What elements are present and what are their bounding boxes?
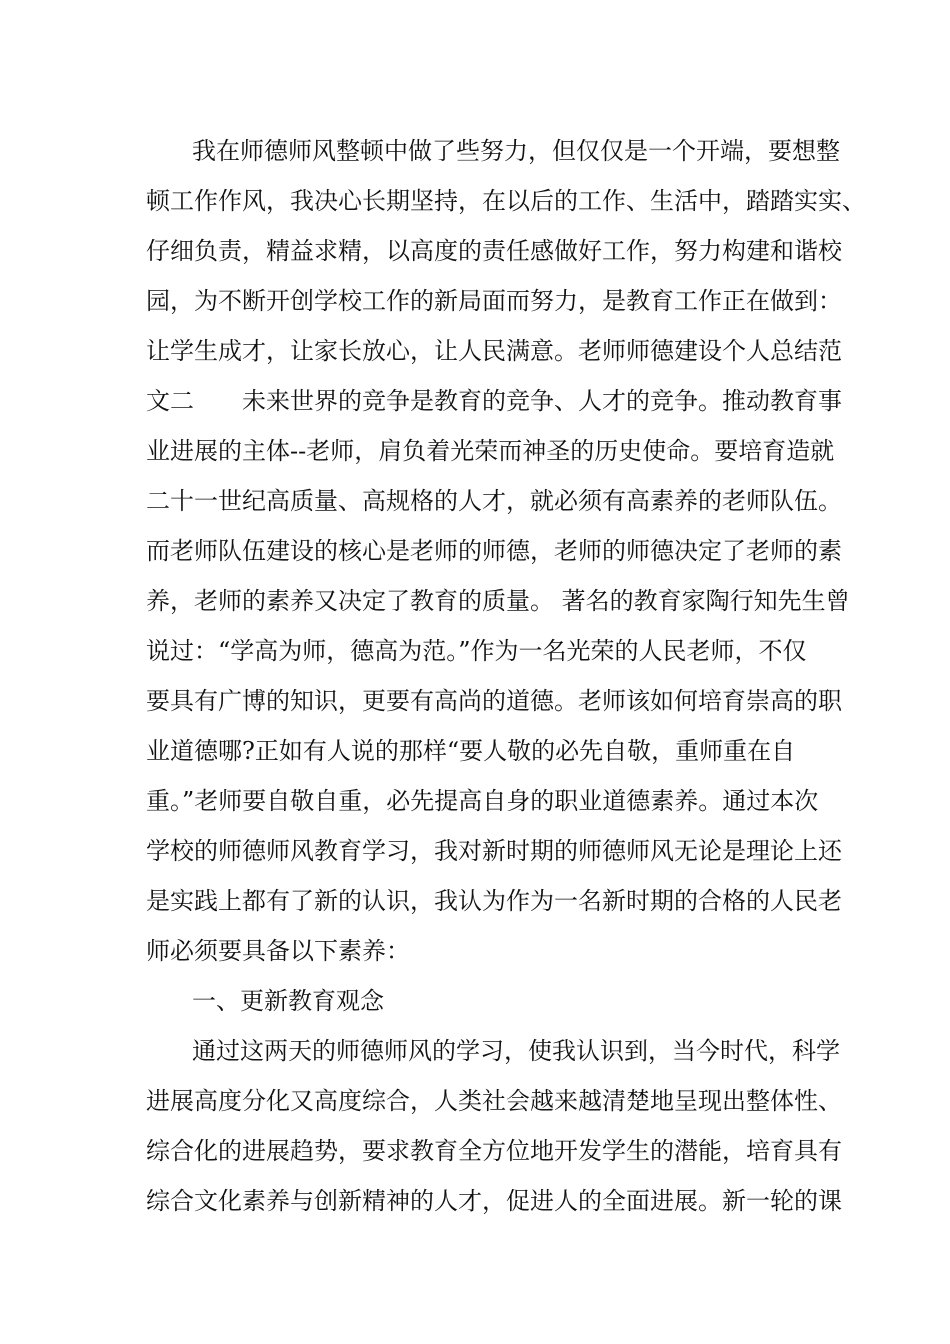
text-line: 通过这两天的师德师风的学习，使我认识到，当今时代，科学 (192, 1037, 840, 1065)
text-line: 我在师德师风整顿中做了些努力，但仅仅是一个开端，要想整 (192, 137, 840, 165)
text-line: 说过：“学高为师，德高为范。”作为一名光荣的人民老师，不仅 (146, 637, 807, 665)
text-line: 顿工作作风，我决心长期坚持，在以后的工作、生活中，踏踏实实、 (146, 187, 866, 215)
text-line: 要具有广博的知识，更要有高尚的道德。老师该如何培育崇高的职 (146, 687, 842, 715)
text-line: 综合文化素养与创新精神的人才，促进人的全面进展。新一轮的课 (146, 1187, 842, 1215)
text-line: 是实践上都有了新的认识，我认为作为一名新时期的合格的人民老 (146, 887, 842, 915)
text-line: 业进展的主体--老师，肩负着光荣而神圣的历史使命。要培育造就 (146, 437, 835, 465)
section-heading: 一、更新教育观念 (192, 987, 384, 1015)
text-line: 而老师队伍建设的核心是老师的师德，老师的师德决定了老师的素 (146, 537, 842, 565)
text-line: 业道德哪?正如有人说的那样“要人敬的必先自敬，重师重在自 (146, 737, 796, 765)
text-line: 学校的师德师风教育学习，我对新时期的师德师风无论是理论上还 (146, 837, 842, 865)
text-line: 重。”老师要自敬自重，必先提高自身的职业道德素养。通过本次 (146, 787, 819, 815)
text-line: 让学生成才，让家长放心，让人民满意。老师师德建设个人总结范 (146, 337, 842, 365)
text-line: 综合化的进展趋势，要求教育全方位地开发学生的潜能，培育具有 (146, 1137, 842, 1165)
text-line: 园，为不断开创学校工作的新局面而努力，是教育工作正在做到： (146, 287, 842, 315)
text-line: 进展高度分化又高度综合，人类社会越来越清楚地呈现出整体性、 (146, 1087, 842, 1115)
text-line: 养，老师的素养又决定了教育的质量。 著名的教育家陶行知先生曾 (146, 587, 850, 615)
text-line: 二十一世纪高质量、高规格的人才，就必须有高素养的老师队伍。 (146, 487, 842, 515)
text-line: 文二 未来世界的竞争是教育的竞争、人才的竞争。推动教育事 (146, 387, 842, 415)
text-line: 师必须要具备以下素养： (146, 937, 410, 965)
text-line: 仔细负责，精益求精，以高度的责任感做好工作，努力构建和谐校 (146, 237, 842, 265)
